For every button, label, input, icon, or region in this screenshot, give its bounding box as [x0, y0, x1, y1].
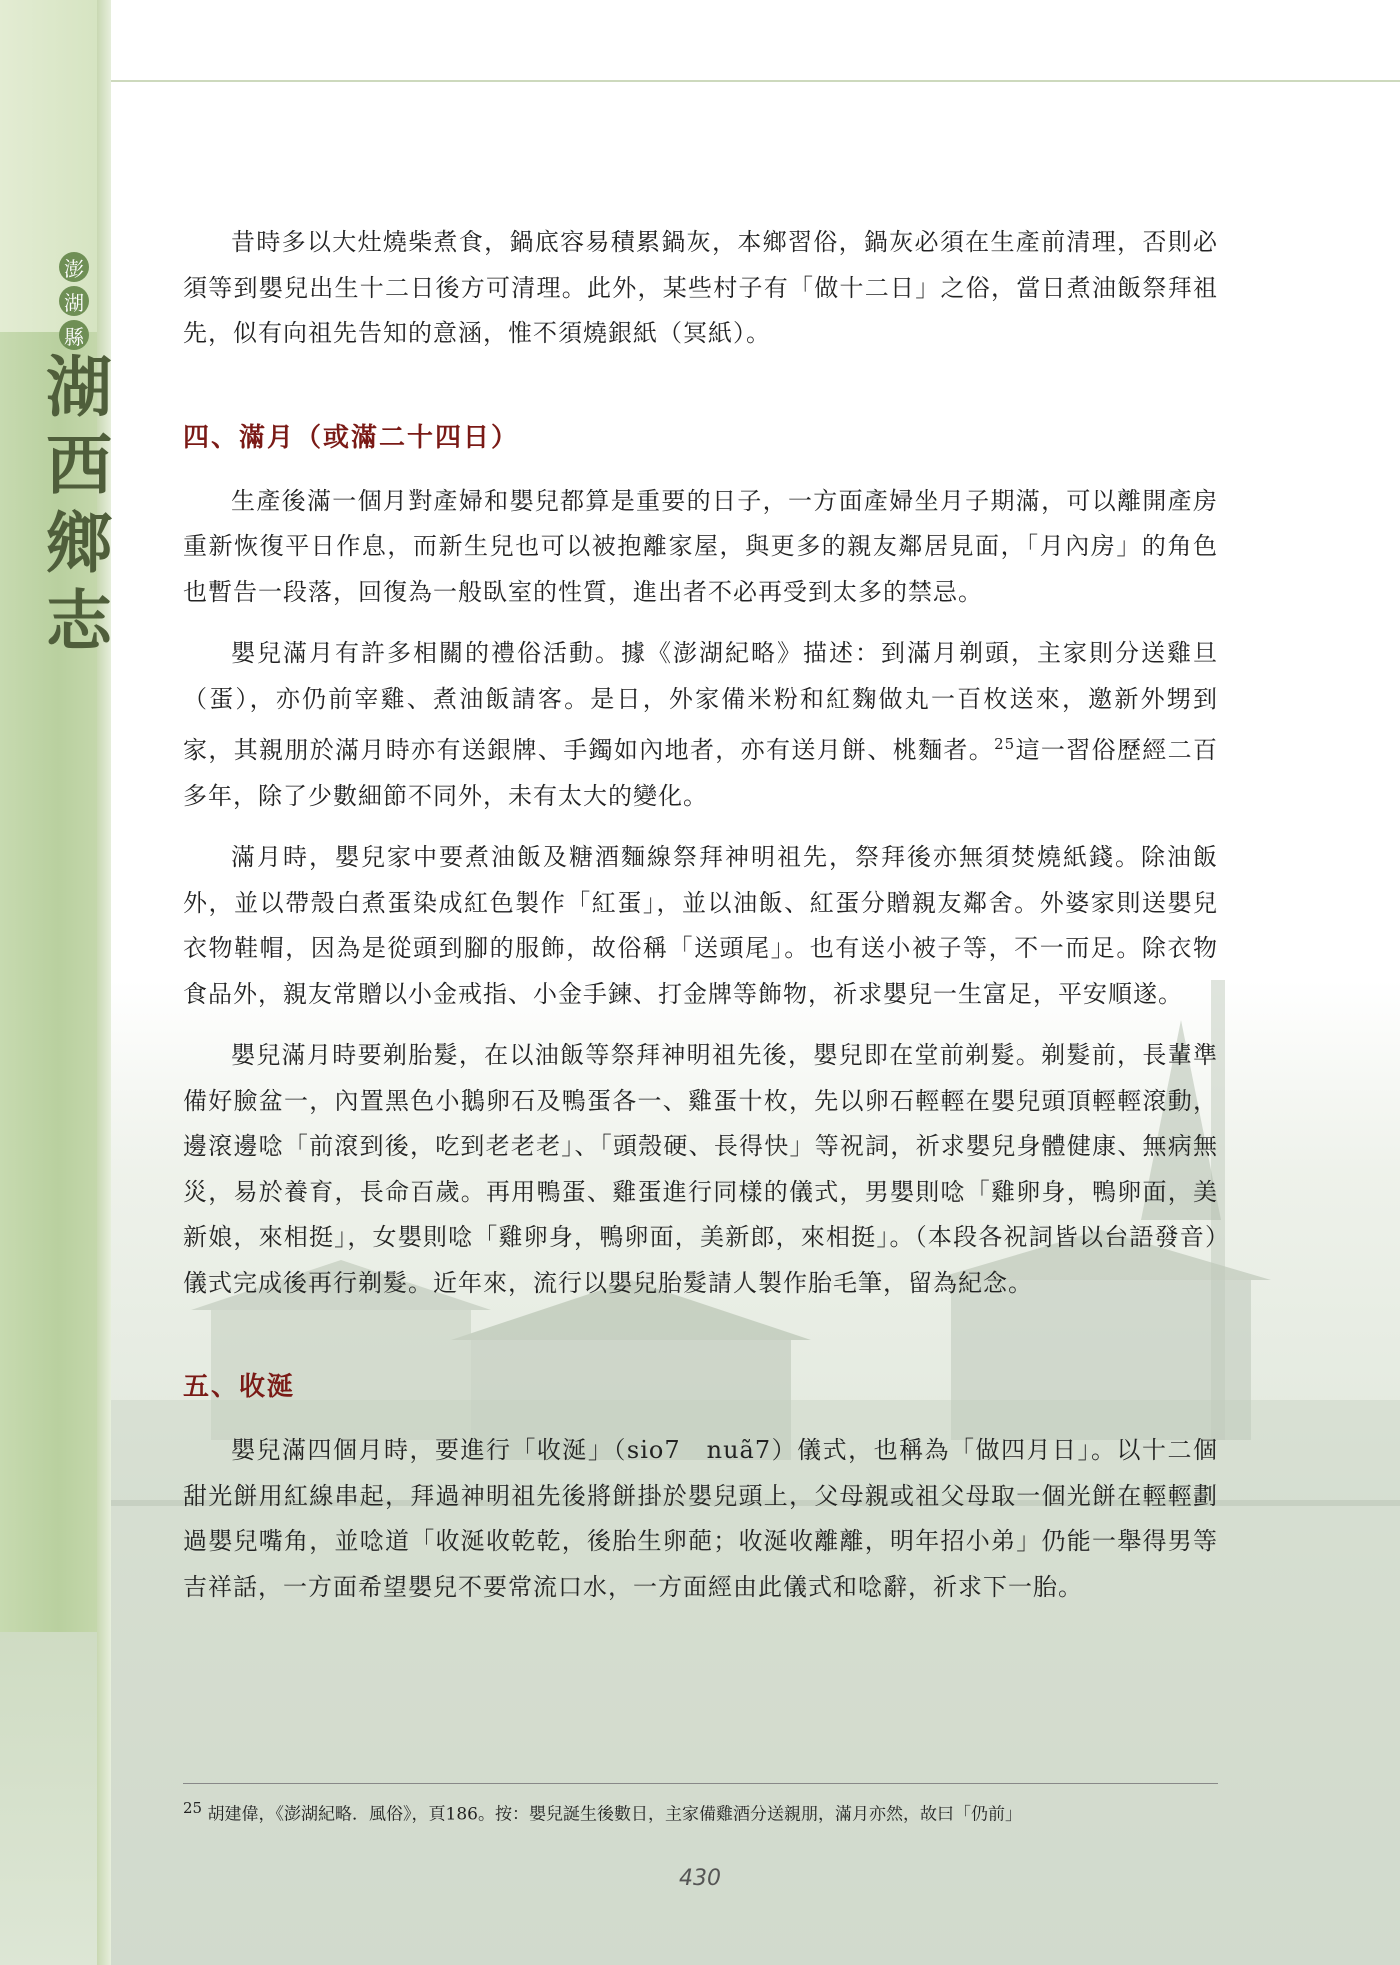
paragraph: 昔時多以大灶燒柴煮食，鍋底容易積累鍋灰，本鄉習俗，鍋灰必須在生產前清理，否則必須等到嬰兒出生十二日後方可清理。此外，某些村子有「做十二日」之俗，當日煮油飯祭拜祖先，似有向祖先告知的意涵，惟不須燒銀紙（冥紙）。 [183, 228, 1218, 347]
header-rule [111, 80, 1400, 82]
paragraph-text: 嬰兒滿月有許多相關的禮俗活動。據《澎湖紀略》描述：到滿月剃頭，主家則分送雞旦（蛋），亦仍前宰雞、煮油飯請客。是日，外家備米粉和紅麴做丸一百枚送來，邀新外甥到家，其親朋於滿月時亦有送銀牌、手鐲如內地者，亦有送月餅、桃麵者。 [183, 639, 1218, 764]
main-content [183, 220, 1218, 1610]
footnote-text: 胡建偉，《澎湖紀略．風俗》，頁186。按：嬰兒誕生後數日，主家備雞酒分送親朋，滿月亦然，故曰「仍前」 [207, 1804, 1022, 1825]
footnote-ref[interactable]: 25 [994, 735, 1016, 753]
county-badge [56, 252, 92, 350]
footnote-rule [183, 1783, 1218, 1784]
paragraph [183, 631, 1218, 819]
paragraph-text: 這一習俗歷經二百多年，除了少數細節不同外，未有太大的變化。 [183, 736, 1218, 810]
book-title-char: 鄉 [46, 504, 112, 582]
sidebar-edge [97, 0, 111, 1965]
county-char: 縣 [59, 320, 89, 350]
paragraph: 滿月時，嬰兒家中要煮油飯及糖酒麵線祭拜神明祖先，祭拜後亦無須焚燒紙錢。除油飯外，並以帶殼白煮蛋染成紅色製作「紅蛋」，並以油飯、紅蛋分贈親友鄰舍。外婆家則送嬰兒衣物鞋帽，因為是從頭到腳的服飾，故俗稱「送頭尾」。也有送小被子等，不一而足。除衣物食品外，親友常贈以小金戒指、小金手鍊、打金牌等飾物，祈求嬰兒一生富足，平安順遂。 [183, 843, 1218, 1008]
paragraph: 生產後滿一個月對產婦和嬰兒都算是重要的日子，一方面產婦坐月子期滿，可以離開產房重新恢復平日作息，而新生兒也可以被抱離家屋，與更多的親友鄰居見面，「月內房」的角色也暫告一段落，回復為一般臥室的性質，進出者不必再受到太多的禁忌。 [183, 486, 1218, 606]
section-heading: 四、滿月（或滿二十四日） [183, 422, 520, 453]
county-char: 澎 [59, 252, 89, 282]
paragraph: 嬰兒滿四個月時，要進行「收涎」（sio7 nuã7）儀式，也稱為「做四月日」。以十二個甜光餅用紅線串起，拜過神明祖先後將餅掛於嬰兒頭上，父母親或祖父母取一個光餅在輕輕劃過嬰兒嘴角，並唸道「收涎收乾乾，後胎生卵葩；收涎收離離，明年招小弟」仍能一舉得男等吉祥話，一方面希望嬰兒不要常流口水，一方面經由此儀式和唸辭，祈求下一胎。 [183, 1436, 1218, 1601]
book-title-char: 志 [46, 582, 112, 660]
page-number: 430 [679, 1866, 721, 1891]
section-heading: 五、收涎 [183, 1372, 296, 1402]
footnote-number: 25 [183, 1799, 203, 1817]
footnote [183, 1795, 1218, 1828]
paragraph: 嬰兒滿月時要剃胎髮，在以油飯等祭拜神明祖先後，嬰兒即在堂前剃髮。剃髮前，長輩準備好臉盆一，內置黑色小鵝卵石及鴨蛋各一、雞蛋十枚，先以卵石輕輕在嬰兒頭頂輕輕滾動，邊滾邊唸「前滾到後，吃到老老老」、「頭殼硬、長得快」等祝詞，祈求嬰兒身體健康、無病無災，易於養育，長命百歲。再用鴨蛋、雞蛋進行同樣的儀式，男嬰則唸「雞卵身，鴨卵面，美新娘，來相挺」，女嬰則唸「雞卵身，鴨卵面，美新郎，來相挺」。（本段各祝詞皆以台語發音）儀式完成後再行剃髮。近年來，流行以嬰兒胎髮請人製作胎毛筆，留為紀念。 [183, 1041, 1218, 1297]
book-title-char: 西 [46, 426, 112, 504]
sidebar-band-bottom [0, 1632, 97, 1965]
county-char: 湖 [59, 286, 89, 316]
book-title-char: 湖 [46, 348, 112, 426]
book-title [44, 348, 114, 660]
